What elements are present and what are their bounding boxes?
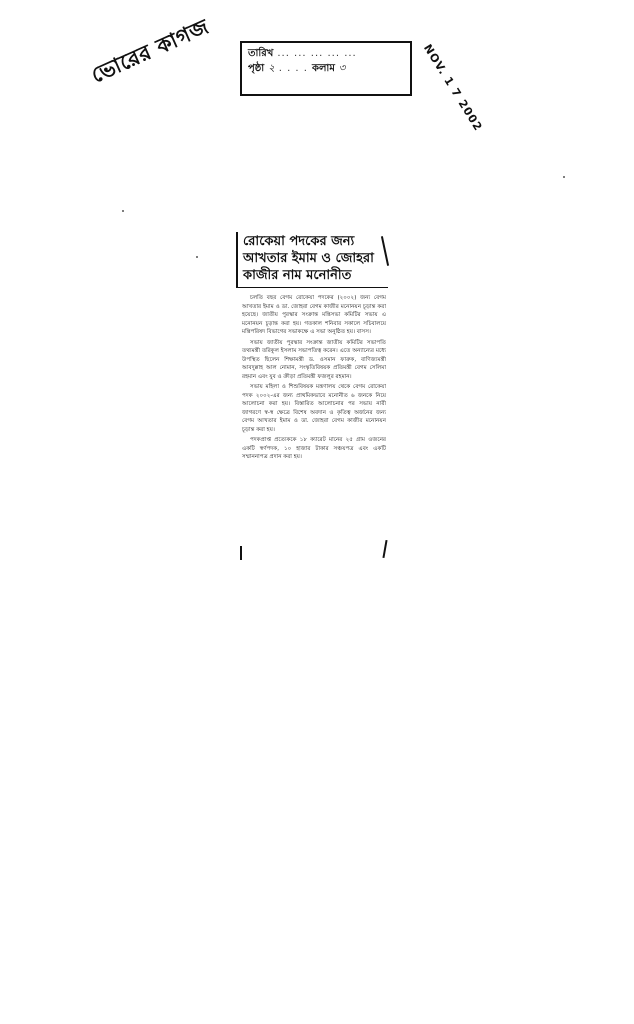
scan-speck (122, 210, 124, 212)
article-paragraph: সভায় মহিলা ও শিশুবিষয়ক মন্ত্রণালয় থেকে বেগম রোকেয়া পদক ২০০২-এর জন্য প্রাথমিকভাবে মনোনীত ৬ জনকে নিয়ে আলোচনা করা হয়। বিস্তারিত আলোচনার পর সভায় নারী জাগরণে স্ব-স্ব ক্ষেত্রে বিশেষ অবদান ও কৃতিত্ব অর্জনের জন্য বেগম আখতার ইমাম ও ডা. জোহরা বেগম কাজীর মনোনয়ন চূড়ান্ত করা হয়। (242, 384, 386, 433)
headline-line-2: আখতার ইমাম ও জোহরা (243, 251, 374, 267)
article-headline (236, 232, 388, 288)
headline-line-1: রোকেয়া পদকের জন্য (243, 234, 355, 249)
stamp-date-row (248, 47, 404, 62)
scan-speck (563, 176, 565, 178)
received-date-stamp: NOV. 1 7 2002 (420, 42, 485, 134)
headline-line-3: কাজীর নাম মনোনীত (243, 268, 352, 284)
article-paragraph: পদকপ্রাপ্ত প্রত্যেককে ১৮ ক্যারেট মানের ২৫ গ্রাম ওজনের একটি স্বর্ণপদক, ১০ হাজার টাকার সঞ্চয়পত্র এবং একটি সম্মাননাপত্র প্রদান করা হয়। (242, 437, 386, 461)
article-body (236, 294, 388, 462)
stamp-page-row (248, 62, 404, 77)
stamp-date-value: ... ... ... ... ... (277, 48, 357, 59)
news-clipping (236, 232, 388, 560)
stamp-page-value: ২ (268, 62, 275, 74)
clipping-register-stamp (240, 41, 412, 96)
stamp-separator: . . . . (278, 62, 308, 74)
stamp-column-label: কলাম (311, 62, 335, 74)
article-paragraph: চলতি বছর বেগম রোকেয়া পদকের (২০০২) জন্য বেগম আখতার ইমাম ও ডা. জোহরা বেগম কাজীর মনোনয়ন চূড়ান্ত করা হয়েছে। জাতীয় পুরস্কার সংক্রান্ত মন্ত্রিসভা কমিটির সভায় এ মনোনয়ন চূড়ান্ত করা হয়। গতকাল শনিবার সকালে সচিবালয়ে মন্ত্রিপরিষদ বিভাগের সভাকক্ষে এ সভা অনুষ্ঠিত হয়। বাসস। (242, 295, 386, 336)
scan-speck (196, 256, 198, 258)
clipping-edge-mark (240, 546, 242, 560)
newspaper-masthead: ভোরের কাগজ (87, 14, 213, 88)
stamp-page-label: পৃষ্ঠা (248, 62, 265, 74)
stamp-column-value: ৩ (338, 62, 346, 74)
stamp-date-label: তারিখ (248, 48, 274, 59)
article-paragraph: সভায় জাতীয় পুরস্কার সংক্রান্ত জাতীয় কমিটির সভাপতি তথ্যমন্ত্রী তরিকুল ইসলাম সভাপতিত্ব করেন। এতে অন্যান্যের মধ্যে উপস্থিত ছিলেন শিক্ষামন্ত্রী ড. ওসমান ফারুক, বাণিজ্যমন্ত্রী আবদুল্লাহ আল নোমান, সংস্কৃতিবিষয়ক প্রতিমন্ত্রী বেগম সেলিমা রহমান এবং যুব ও ক্রীড়া প্রতিমন্ত্রী ফজলুর রহমান। (242, 339, 386, 380)
